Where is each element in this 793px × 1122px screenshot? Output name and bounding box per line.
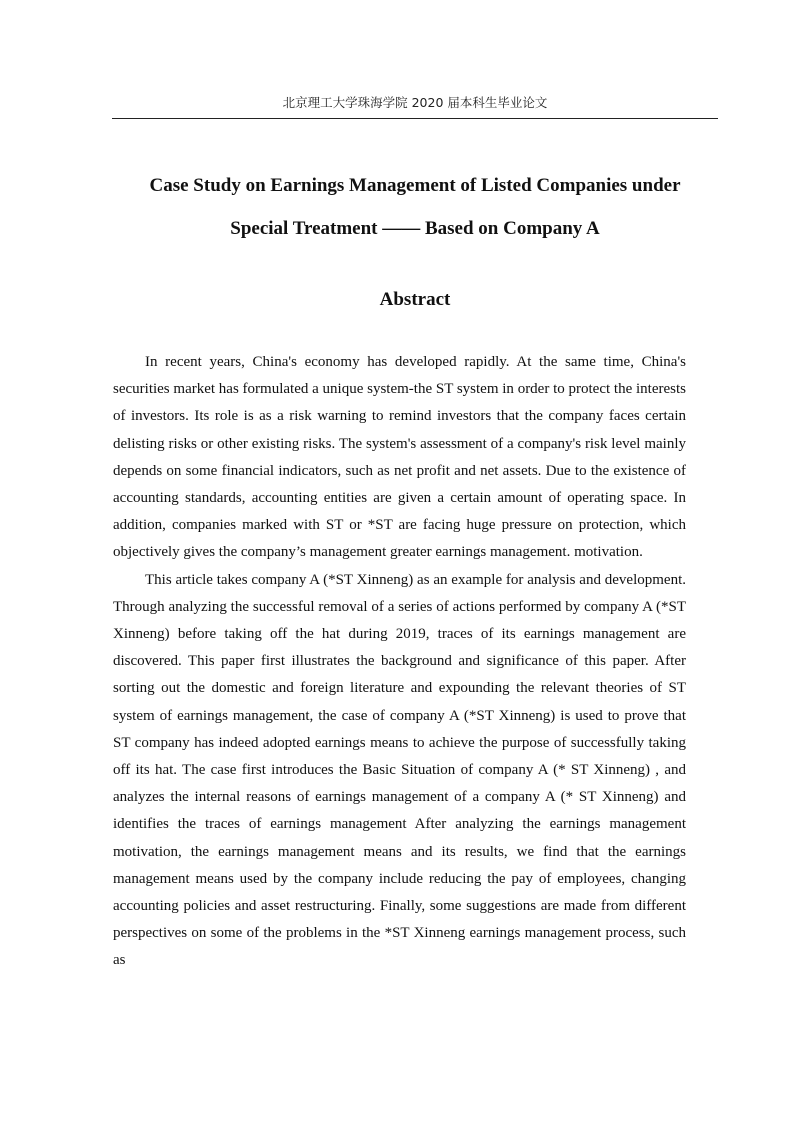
header-text: 北京理工大学珠海学院 2020 届本科生毕业论文: [282, 95, 548, 110]
page-header: [112, 93, 718, 119]
abstract-body: [113, 349, 686, 975]
title-line-2: Special Treatment —— Based on Company A: [230, 218, 600, 239]
abstract-paragraph-1: In recent years, China's economy has developed rapidly. At the same time, China's securities market has formulated a unique system-the ST system in order to protect the interests of investors. Its role is as a risk warning to remind investors that the company faces certain delisting risks or other existing risks. The system's assessment of a company's risk level mainly depends on some financial indicators, such as net profit and net assets. Due to the existence of accounting standards, accounting entities are given a certain amount of operating space. In addition, companies marked with ST or *ST are facing huge pressure on protection, which objectively gives the company’s management greater earnings management. motivation.: [113, 354, 686, 561]
abstract-heading: Abstract: [379, 289, 451, 310]
abstract-paragraph-2: This article takes company A (*ST Xinneng) as an example for analysis and development. Through analyzing the successful removal of a series of actions performed by company A (*ST Xinneng) before taking off the hat during 2019, traces of its earnings management are discovered. This paper first illustrates the background and significance of this paper. After sorting out the domestic and foreign literature and expounding the relevant theories of ST system of earnings management, the case of company A (*ST Xinneng) is used to prove that ST company has indeed adopted earnings means to achieve the purpose of successfully taking off its hat. The case first introduces the Basic Situation of company A (* ST Xinneng) , and analyzes the internal reasons of earnings management of a company A (* ST Xinneng) and identifies the traces of earnings management After analyzing the earnings management motivation, the earnings management means and its results, we find that the earnings management means used by the company include reducing the pay of employees, changing accounting policies and asset restructuring. Finally, some suggestions are made from different perspectives on some of the problems in the *ST Xinneng earnings management process, such as: [113, 571, 686, 969]
title-line-1: Case Study on Earnings Management of Listed Companies under: [149, 175, 681, 196]
